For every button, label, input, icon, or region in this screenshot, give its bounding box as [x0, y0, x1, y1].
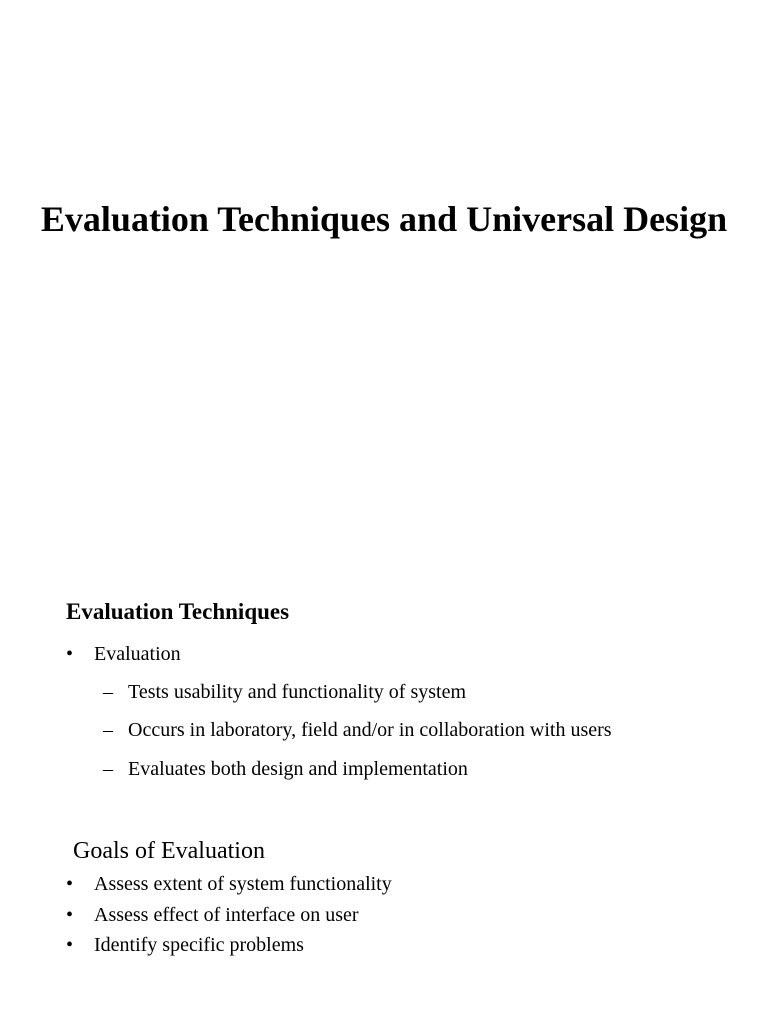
dash-marker: – [103, 719, 113, 741]
sub-bullet-text: Occurs in laboratory, field and/or in collaboration with users [128, 719, 612, 741]
section-heading-evaluation-techniques: Evaluation Techniques [66, 599, 290, 624]
sub-bullet-text: Tests usability and functionality of system [128, 681, 466, 703]
bullet-marker: • [66, 934, 74, 956]
bullet-text: Evaluation [94, 643, 181, 665]
sub-bullet-text: Evaluates both design and implementation [128, 758, 468, 780]
goal-text: Identify specific problems [94, 934, 304, 956]
bullet-marker: • [66, 643, 74, 665]
bullet-marker: • [66, 873, 74, 895]
bullet-marker: • [66, 904, 74, 926]
dash-marker: – [103, 758, 113, 780]
goal-text: Assess extent of system functionality [94, 873, 392, 895]
section-heading-goals-of-evaluation: Goals of Evaluation [73, 838, 265, 864]
goal-text: Assess effect of interface on user [94, 904, 359, 926]
document-title: Evaluation Techniques and Universal Design [40, 199, 728, 239]
dash-marker: – [103, 681, 113, 703]
